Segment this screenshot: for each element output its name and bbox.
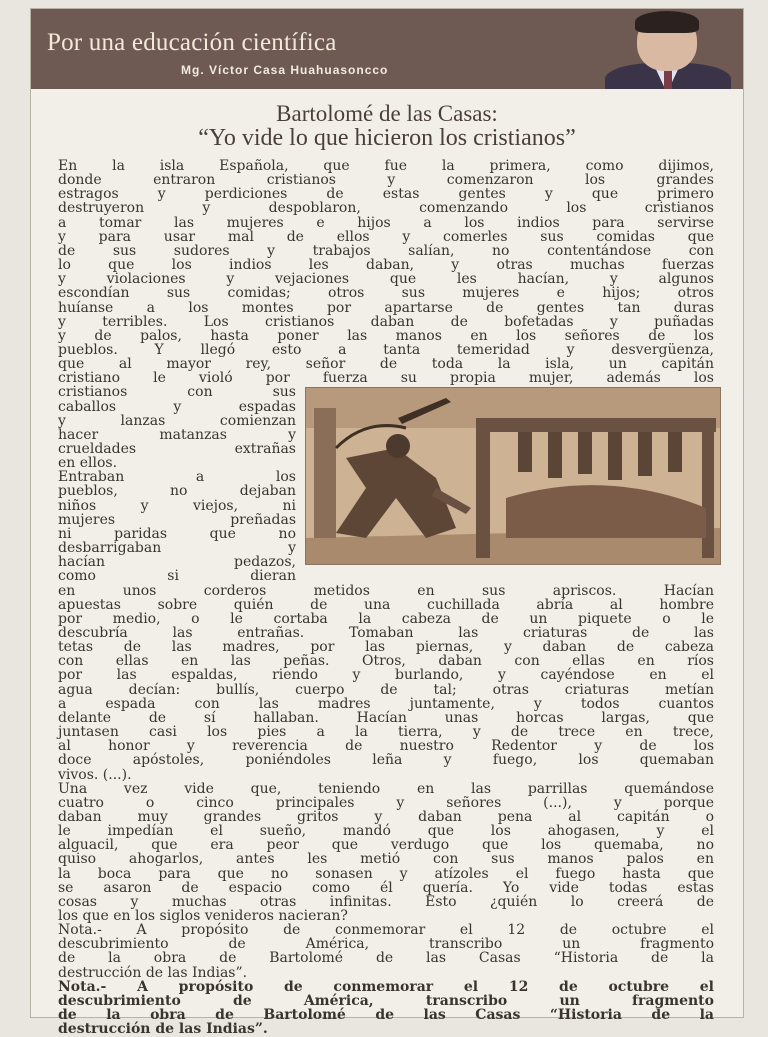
article-line: agua decían: bullís, cuerpo de tal; otras criaturas metían [58,681,714,698]
article-line: le impedían el sueño, mandó que los ahogasen, y el [58,823,714,840]
article-line: como si dieran [58,568,296,585]
article-line: la boca para que no sonasen y atízoles el fuego hasta que [58,865,714,882]
article-line: y de palos, hasta poner las manos en los señores de los [58,327,714,344]
article-line: a tomar las mujeres e hijos a los indios para servirse [58,214,714,231]
article-line: por las espaldas, riendo y burlando, y cayéndose en el [58,667,714,684]
article-line: doce apóstoles, poniéndoles leña y fuego, los quemaban [58,752,714,769]
article-line: descubría las entrañas. Tomaban las criaturas de las [58,625,714,641]
article-line: de sus sudores y trabajos salían, no contentándose con [58,242,714,259]
article-line: crueldades extrañas [58,441,296,457]
article-title-line2: “Yo vide lo que hicieron los cristianos” [198,125,576,151]
article-line: destrucción de las Indias”. [58,964,248,981]
article-line: cosas y muchas otras infinitas. Esto ¿quién lo creerá de [58,893,714,910]
article-line: hacían pedazos, [58,554,296,571]
article-line: los que en los siglos venideros nacieran? [58,908,348,924]
article-line: a espada con las madres juntamente, y todos cuantos [58,695,714,712]
article-line: con ellas en las peñas. Otros, daban con ellas en ríos [58,653,714,670]
article-line: destrucción de las Indias”. [58,1021,268,1037]
article-line: descubrimiento de América, transcribo un fragmento [58,992,714,1009]
section-title: Por una educación científica [47,29,337,56]
article-line: y violaciones y vejaciones que les hacían, y algunos [58,271,714,288]
article-line: delante de sí hallaban. Hacían unas horcas largas, que [58,709,714,726]
article-line: pueblos, no dejaban [58,483,296,500]
article-line: de la obra de Bartolomé de las Casas “Historia de la [58,950,714,967]
article-line: niños y viejos, ni [58,497,296,514]
article-line: Nota.- A propósito de conmemorar el 12 de octubre el [58,978,714,995]
article-line: cristianos con sus [58,384,296,401]
article-line: al honor y reverencia de nuestro Redentor y de los [58,738,714,755]
article-line: y para usar mal de ellos y comerles sus comidas que [58,228,714,245]
article-line: cristiano le violó por fuerza su propia mujer, además los [58,370,714,387]
article-line: quiso ahogarlos, antes les metió con sus manos palos en [58,851,714,868]
article-line: y terribles. Los cristianos daban de bofetadas y puñadas [58,313,714,330]
article-line: juntasen casi los pies a la tierra, y de trece en trece, [58,724,714,740]
article-line: hacer matanzas y [58,426,296,443]
article-line: donde entraron cristianos y comenzaron los grandes [58,172,714,189]
article-line: apuestas sobre quién de una cuchillada abría al hombre [58,596,714,613]
article-line: en ellos. [58,455,118,472]
article-title-line1: Bartolomé de las Casas: [276,101,498,126]
article-line: y lanzas comienzan [58,412,296,429]
article-line: tetas de las madres, por las piernas, y daban de cabeza [58,639,714,656]
article-line: alguacil, que era peor que verdugo que los quemaba, no [58,837,714,854]
article-line: de la obra de Bartolomé de las Casas “Historia de la [58,1007,714,1023]
article-line: escondían sus comidas; otros sus mujeres e hijos; otros [58,285,714,302]
historical-illustration [305,387,721,565]
newspaper-clipping [30,8,744,1037]
engraving-image [306,388,720,564]
article-line: descubrimiento de América, transcribo un fragmento [58,936,714,953]
article-line: mujeres preñadas [58,511,296,528]
article-line: huíanse a los montes por apartarse de gentes tan duras [58,299,714,316]
article-line: Entraban a los [58,469,296,486]
article-line: estragos y perdiciones de estas gentes y que primero [58,186,714,203]
article-line: daban muy grandes gritos y daban pena al capitán o [58,808,714,825]
article-line: pueblos. Y llegó esto a tanta temeridad y desvergüenza, [58,342,714,358]
column-header [31,9,743,89]
article-line: desbarrigaban y [58,540,296,556]
article-line: lo que los indios les daban, y otras muchas fuerzas [58,257,714,274]
article-line: vivos. (...). [58,766,132,783]
article-line: ni paridas que no [58,525,296,542]
article-line: cuatro o cinco principales y señores (...), y porque [58,794,714,811]
article-line: en unos corderos metidos en sus apriscos. Hacían [58,582,714,599]
article-line: que al mayor rey, señor de toda la isla, un capitán [58,356,714,373]
article-line: por medio, o le cortaba la cabeza de un piquete o le [58,610,714,627]
author-name: Mg. Víctor Casa Huahuasoncco [181,63,389,77]
article-line: Nota.- A propósito de conmemorar el 12 de octubre el [58,922,714,939]
article-line: se asaron de espacio como él quería. Yo vide todas estas [58,879,714,896]
article-line: destruyeron y despoblaron, comenzando los cristianos [58,200,714,217]
article-line: caballos y espadas [58,398,296,415]
article-line: En la isla Española, que fue la primera, como dijimos, [58,158,714,174]
article-line: Una vez vide que, teniendo en las parrillas quemándose [58,780,714,797]
author-portrait [585,11,735,89]
